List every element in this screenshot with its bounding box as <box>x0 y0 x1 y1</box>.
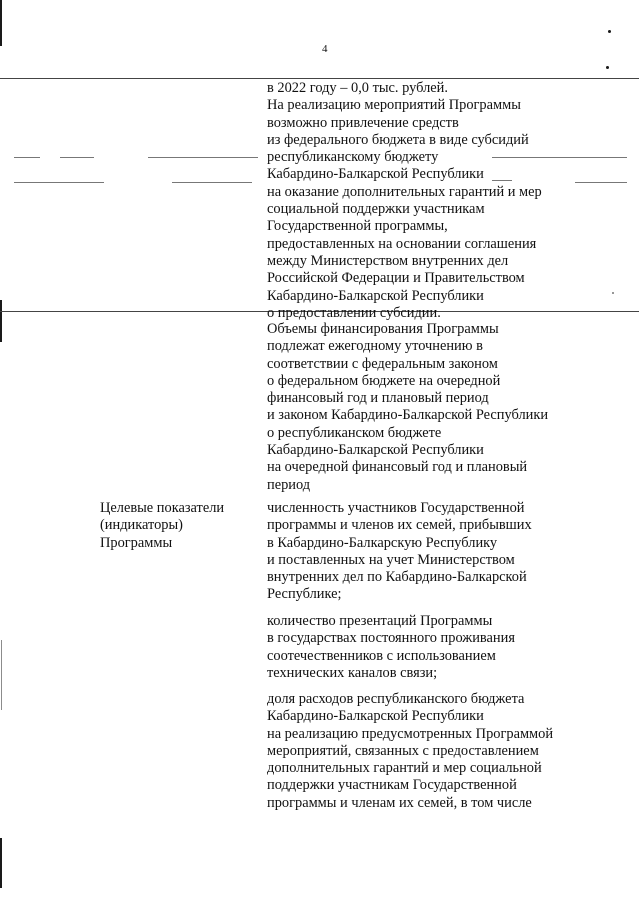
text-line: дополнительных гарантий и мер социальной <box>267 760 542 777</box>
scan-dot-right-3 <box>612 292 614 294</box>
text-line: Кабардино-Балкарской Республики <box>267 166 484 183</box>
text-line: в государствах постоянного проживания <box>267 630 515 647</box>
text-line: в 2022 году – 0,0 тыс. рублей. <box>267 80 448 96</box>
scan-dash-6 <box>172 182 252 183</box>
text-line: из федерального бюджета в виде субсидий <box>267 131 529 148</box>
text-line: на оказание дополнительных гарантий и мер <box>267 183 542 200</box>
scan-mark-left-bottom <box>0 838 2 888</box>
funding-sources-text <box>267 80 542 322</box>
text-line: количество презентаций Программы <box>267 613 493 629</box>
text-line: и законом Кабардино-Балкарской Республики <box>267 407 549 424</box>
scan-dot-right-top <box>608 30 611 33</box>
text-line: о предоставлении субсидии. <box>267 304 441 321</box>
text-line: (индикаторы) <box>100 517 183 534</box>
text-line: технических каналов связи; <box>267 664 438 681</box>
text-line: доля расходов республиканского бюджета <box>267 691 525 707</box>
text-line: Республике; <box>267 586 342 603</box>
scan-dash-1 <box>14 157 40 158</box>
text-line: программы и членам их семей, в том числе <box>267 794 532 811</box>
text-line: возможно привлечение средств <box>267 114 459 131</box>
text-line: Кабардино-Балкарской Республики <box>267 708 484 725</box>
scan-dash-8 <box>575 182 627 183</box>
text-line: поддержки участникам Государственной <box>267 777 517 794</box>
text-line: подлежат ежегодному уточнению в <box>267 338 483 355</box>
text-line: программы и членов их семей, прибывших <box>267 517 532 534</box>
text-line: Кабардино-Балкарской Республики <box>267 287 484 304</box>
text-line: мероприятий, связанных с предоставлением <box>267 742 539 759</box>
scan-mark-left-top <box>0 0 2 46</box>
scan-mark-left-low <box>1 640 2 710</box>
scan-dash-2 <box>60 157 94 158</box>
text-line: Целевые показатели <box>100 500 225 516</box>
text-line: Российской Федерации и Правительством <box>267 270 525 287</box>
text-line: и поставленных на учет Министерством <box>267 551 515 568</box>
text-line: о республиканском бюджете <box>267 424 442 441</box>
page-number: 4 <box>322 43 328 55</box>
scan-dash-3 <box>148 157 258 158</box>
scan-dot-right-2 <box>606 66 609 69</box>
table-top-border <box>0 78 639 79</box>
text-line: финансовый год и плановый период <box>267 390 489 407</box>
text-line: на реализацию предусмотренных Программой <box>267 725 554 742</box>
text-line: о федеральном бюджете на очередной <box>267 372 501 389</box>
text-line: в Кабардино-Балкарскую Республику <box>267 534 498 551</box>
text-line: соответствии с федеральным законом <box>267 355 498 372</box>
indicator-participants-count <box>267 500 532 604</box>
target-indicators-label <box>100 500 224 552</box>
scan-mark-left-mid <box>0 300 2 342</box>
text-line: соотечественников с использованием <box>267 647 496 664</box>
funding-volumes-text <box>267 321 548 494</box>
text-line: предоставленных на основании соглашения <box>267 235 537 252</box>
text-line: республиканскому бюджету <box>267 149 439 166</box>
text-line: между Министерством внутренних дел <box>267 252 509 269</box>
indicator-presentations-count <box>267 613 515 682</box>
text-line: Объемы финансирования Программы <box>267 321 499 337</box>
text-line: период <box>267 476 311 493</box>
text-line: Программы <box>100 534 173 551</box>
scan-dash-5 <box>14 182 104 183</box>
indicator-budget-share <box>267 691 553 812</box>
text-line: социальной поддержки участникам <box>267 201 485 218</box>
text-line: Кабардино-Балкарской Республики <box>267 442 484 459</box>
text-line: На реализацию мероприятий Программы <box>267 97 521 114</box>
text-line: численность участников Государственной <box>267 500 525 516</box>
text-line: на очередной финансовый год и плановый <box>267 459 528 476</box>
text-line: внутренних дел по Кабардино-Балкарской <box>267 569 527 586</box>
text-line: Государственной программы, <box>267 218 448 235</box>
